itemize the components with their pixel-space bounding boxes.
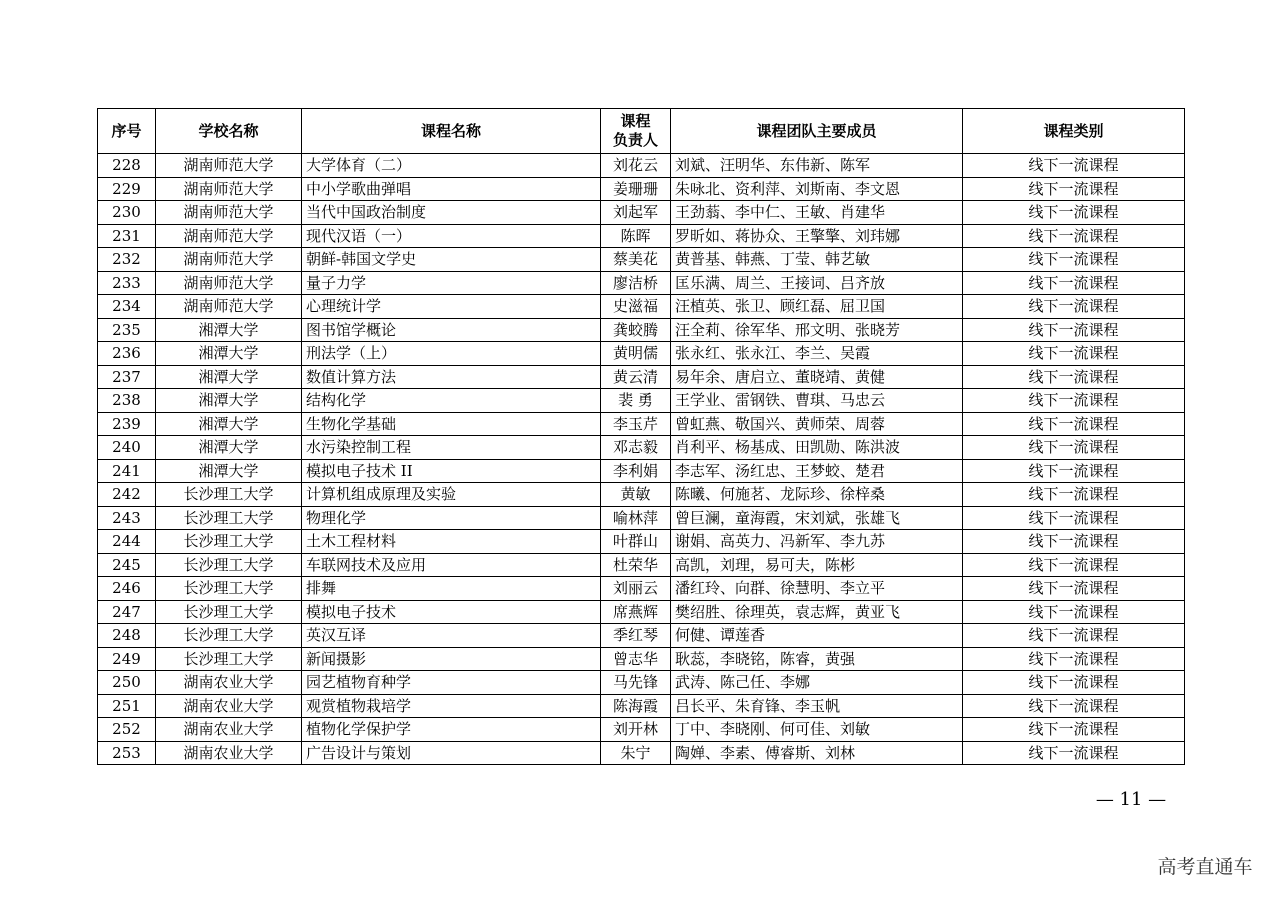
table-row [98, 459, 1185, 483]
table-row [98, 201, 1185, 225]
cell-course: 观赏植物栽培学 [302, 694, 601, 718]
cell-type: 线下一流课程 [963, 177, 1185, 201]
cell-members: 黄普基、韩燕、丁莹、韩艺敏 [671, 248, 963, 272]
table-row [98, 342, 1185, 366]
cell-serial: 229 [98, 177, 156, 201]
cell-members: 刘斌、汪明华、东伟新、陈军 [671, 154, 963, 178]
cell-course: 当代中国政治制度 [302, 201, 601, 225]
cell-leader: 马先锋 [601, 671, 671, 695]
cell-school: 湖南师范大学 [156, 224, 302, 248]
table-body [98, 154, 1185, 765]
cell-serial: 238 [98, 389, 156, 413]
cell-type: 线下一流课程 [963, 342, 1185, 366]
table-row [98, 412, 1185, 436]
cell-school: 湘潭大学 [156, 436, 302, 460]
cell-leader: 姜珊珊 [601, 177, 671, 201]
cell-school: 湖南农业大学 [156, 718, 302, 742]
table-row [98, 577, 1185, 601]
cell-type: 线下一流课程 [963, 530, 1185, 554]
cell-course: 数值计算方法 [302, 365, 601, 389]
cell-serial: 236 [98, 342, 156, 366]
table-row [98, 318, 1185, 342]
cell-members: 谢娟、高英力、冯新军、李九苏 [671, 530, 963, 554]
cell-course: 土木工程材料 [302, 530, 601, 554]
cell-leader: 黄明儒 [601, 342, 671, 366]
cell-type: 线下一流课程 [963, 459, 1185, 483]
cell-leader: 黄云清 [601, 365, 671, 389]
cell-school: 湖南农业大学 [156, 671, 302, 695]
header-course: 课程名称 [302, 109, 601, 154]
cell-type: 线下一流课程 [963, 577, 1185, 601]
table-row [98, 224, 1185, 248]
cell-course: 广告设计与策划 [302, 741, 601, 765]
cell-serial: 244 [98, 530, 156, 554]
table-row [98, 248, 1185, 272]
table-row [98, 295, 1185, 319]
cell-school: 长沙理工大学 [156, 553, 302, 577]
table-row [98, 506, 1185, 530]
page-number: — 11 — [1095, 789, 1167, 810]
table-header-row [98, 109, 1185, 154]
cell-type: 线下一流课程 [963, 201, 1185, 225]
cell-serial: 248 [98, 624, 156, 648]
cell-school: 长沙理工大学 [156, 624, 302, 648]
cell-serial: 246 [98, 577, 156, 601]
cell-members: 朱咏北、资利萍、刘斯南、李文恩 [671, 177, 963, 201]
cell-serial: 230 [98, 201, 156, 225]
cell-course: 车联网技术及应用 [302, 553, 601, 577]
cell-type: 线下一流课程 [963, 553, 1185, 577]
cell-course: 结构化学 [302, 389, 601, 413]
cell-members: 高凯，刘理，易可夫，陈彬 [671, 553, 963, 577]
cell-course: 生物化学基础 [302, 412, 601, 436]
cell-type: 线下一流课程 [963, 271, 1185, 295]
table-row [98, 436, 1185, 460]
cell-serial: 239 [98, 412, 156, 436]
cell-leader: 刘丽云 [601, 577, 671, 601]
header-members: 课程团队主要成员 [671, 109, 963, 154]
cell-members: 陈曦、何施茗、龙际珍、徐梓桑 [671, 483, 963, 507]
cell-members: 曾巨澜，童海霞，宋刘斌，张雄飞 [671, 506, 963, 530]
cell-course: 心理统计学 [302, 295, 601, 319]
cell-course: 物理化学 [302, 506, 601, 530]
cell-leader: 廖洁桥 [601, 271, 671, 295]
header-school: 学校名称 [156, 109, 302, 154]
cell-type: 线下一流课程 [963, 671, 1185, 695]
cell-serial: 241 [98, 459, 156, 483]
cell-course: 量子力学 [302, 271, 601, 295]
cell-leader: 季红琴 [601, 624, 671, 648]
cell-members: 匡乐满、周兰、王接词、吕齐放 [671, 271, 963, 295]
cell-course: 朝鲜-韩国文学史 [302, 248, 601, 272]
cell-course: 英汉互译 [302, 624, 601, 648]
cell-serial: 251 [98, 694, 156, 718]
cell-members: 曾虹燕、敬国兴、黄师荣、周蓉 [671, 412, 963, 436]
cell-course: 园艺植物育种学 [302, 671, 601, 695]
cell-course: 计算机组成原理及实验 [302, 483, 601, 507]
cell-school: 湘潭大学 [156, 365, 302, 389]
cell-school: 长沙理工大学 [156, 530, 302, 554]
cell-type: 线下一流课程 [963, 694, 1185, 718]
cell-course: 现代汉语（一） [302, 224, 601, 248]
cell-members: 王劲蓊、李中仁、王敏、肖建华 [671, 201, 963, 225]
cell-leader: 曾志华 [601, 647, 671, 671]
cell-course: 模拟电子技术 II [302, 459, 601, 483]
cell-leader: 刘开林 [601, 718, 671, 742]
table-row [98, 694, 1185, 718]
table-row [98, 624, 1185, 648]
watermark-text: 高考直通车 [1157, 856, 1253, 878]
cell-leader: 史滋福 [601, 295, 671, 319]
cell-type: 线下一流课程 [963, 248, 1185, 272]
cell-type: 线下一流课程 [963, 295, 1185, 319]
cell-course: 排舞 [302, 577, 601, 601]
cell-school: 长沙理工大学 [156, 647, 302, 671]
cell-type: 线下一流课程 [963, 483, 1185, 507]
cell-school: 湖南师范大学 [156, 271, 302, 295]
cell-school: 湖南师范大学 [156, 248, 302, 272]
table-row [98, 671, 1185, 695]
cell-school: 湘潭大学 [156, 342, 302, 366]
cell-leader: 陈晖 [601, 224, 671, 248]
table-row [98, 177, 1185, 201]
cell-leader: 杜荣华 [601, 553, 671, 577]
cell-type: 线下一流课程 [963, 741, 1185, 765]
cell-type: 线下一流课程 [963, 436, 1185, 460]
cell-serial: 245 [98, 553, 156, 577]
cell-members: 何健、谭莲香 [671, 624, 963, 648]
cell-leader: 黄敏 [601, 483, 671, 507]
cell-course: 中小学歌曲弹唱 [302, 177, 601, 201]
cell-type: 线下一流课程 [963, 224, 1185, 248]
cell-leader: 喻林萍 [601, 506, 671, 530]
cell-leader: 陈海霞 [601, 694, 671, 718]
cell-serial: 247 [98, 600, 156, 624]
cell-school: 长沙理工大学 [156, 600, 302, 624]
cell-serial: 250 [98, 671, 156, 695]
cell-type: 线下一流课程 [963, 647, 1185, 671]
cell-course: 新闻摄影 [302, 647, 601, 671]
cell-members: 李志军、汤红忠、王梦蛟、楚君 [671, 459, 963, 483]
cell-type: 线下一流课程 [963, 389, 1185, 413]
cell-members: 潘红玲、向群、徐慧明、李立平 [671, 577, 963, 601]
cell-school: 湘潭大学 [156, 318, 302, 342]
cell-type: 线下一流课程 [963, 506, 1185, 530]
cell-members: 耿蕊，李晓铭，陈睿，黄强 [671, 647, 963, 671]
cell-leader: 蔡美花 [601, 248, 671, 272]
cell-serial: 233 [98, 271, 156, 295]
cell-school: 湖南农业大学 [156, 694, 302, 718]
cell-school: 湘潭大学 [156, 389, 302, 413]
cell-type: 线下一流课程 [963, 365, 1185, 389]
cell-members: 罗昕如、蒋协众、王擎擎、刘玮娜 [671, 224, 963, 248]
cell-leader: 刘起军 [601, 201, 671, 225]
cell-type: 线下一流课程 [963, 318, 1185, 342]
cell-serial: 237 [98, 365, 156, 389]
cell-course: 刑法学（上） [302, 342, 601, 366]
cell-members: 肖利平、杨基成、田凯勋、陈洪波 [671, 436, 963, 460]
cell-school: 湖南农业大学 [156, 741, 302, 765]
cell-serial: 235 [98, 318, 156, 342]
cell-serial: 228 [98, 154, 156, 178]
cell-members: 汪全莉、徐军华、邢文明、张晓芳 [671, 318, 963, 342]
header-serial: 序号 [98, 109, 156, 154]
cell-school: 湘潭大学 [156, 412, 302, 436]
table-row [98, 530, 1185, 554]
cell-leader: 叶群山 [601, 530, 671, 554]
cell-type: 线下一流课程 [963, 718, 1185, 742]
cell-leader: 刘花云 [601, 154, 671, 178]
cell-leader: 李利娟 [601, 459, 671, 483]
course-table [97, 108, 1185, 765]
cell-serial: 242 [98, 483, 156, 507]
cell-members: 武涛、陈己任、李娜 [671, 671, 963, 695]
cell-leader: 裴 勇 [601, 389, 671, 413]
table-row [98, 553, 1185, 577]
cell-school: 长沙理工大学 [156, 577, 302, 601]
cell-type: 线下一流课程 [963, 154, 1185, 178]
cell-course: 模拟电子技术 [302, 600, 601, 624]
cell-members: 丁中、李晓刚、何可佳、刘敏 [671, 718, 963, 742]
cell-serial: 240 [98, 436, 156, 460]
table-row [98, 365, 1185, 389]
table-row [98, 154, 1185, 178]
header-type: 课程类别 [963, 109, 1185, 154]
cell-leader: 龚蛟腾 [601, 318, 671, 342]
cell-members: 王学业、雷钢铁、曹琪、马忠云 [671, 389, 963, 413]
cell-members: 易年余、唐启立、董晓靖、黄健 [671, 365, 963, 389]
cell-serial: 232 [98, 248, 156, 272]
cell-school: 长沙理工大学 [156, 506, 302, 530]
cell-leader: 席燕辉 [601, 600, 671, 624]
cell-type: 线下一流课程 [963, 600, 1185, 624]
cell-school: 湘潭大学 [156, 459, 302, 483]
cell-members: 汪植英、张卫、顾红磊、屈卫国 [671, 295, 963, 319]
cell-members: 陶婵、李素、傅睿斯、刘林 [671, 741, 963, 765]
cell-course: 水污染控制工程 [302, 436, 601, 460]
cell-members: 樊绍胜、徐理英，袁志辉，黄亚飞 [671, 600, 963, 624]
table-row [98, 647, 1185, 671]
cell-members: 张永红、张永江、李兰、吴霞 [671, 342, 963, 366]
cell-course: 大学体育（二） [302, 154, 601, 178]
cell-school: 湖南师范大学 [156, 177, 302, 201]
table-row [98, 271, 1185, 295]
cell-serial: 243 [98, 506, 156, 530]
cell-course: 图书馆学概论 [302, 318, 601, 342]
cell-serial: 249 [98, 647, 156, 671]
cell-serial: 234 [98, 295, 156, 319]
table-row [98, 483, 1185, 507]
cell-course: 植物化学保护学 [302, 718, 601, 742]
table-row [98, 600, 1185, 624]
cell-type: 线下一流课程 [963, 412, 1185, 436]
table-row [98, 718, 1185, 742]
cell-leader: 邓志毅 [601, 436, 671, 460]
cell-school: 湖南师范大学 [156, 201, 302, 225]
cell-leader: 朱宁 [601, 741, 671, 765]
cell-serial: 253 [98, 741, 156, 765]
cell-school: 长沙理工大学 [156, 483, 302, 507]
cell-type: 线下一流课程 [963, 624, 1185, 648]
header-leader: 课程 负责人 [601, 109, 671, 154]
cell-serial: 252 [98, 718, 156, 742]
cell-leader: 李玉芹 [601, 412, 671, 436]
cell-school: 湖南师范大学 [156, 295, 302, 319]
table-row [98, 741, 1185, 765]
cell-school: 湖南师范大学 [156, 154, 302, 178]
table-row [98, 389, 1185, 413]
cell-members: 吕长平、朱育锋、李玉帆 [671, 694, 963, 718]
cell-serial: 231 [98, 224, 156, 248]
